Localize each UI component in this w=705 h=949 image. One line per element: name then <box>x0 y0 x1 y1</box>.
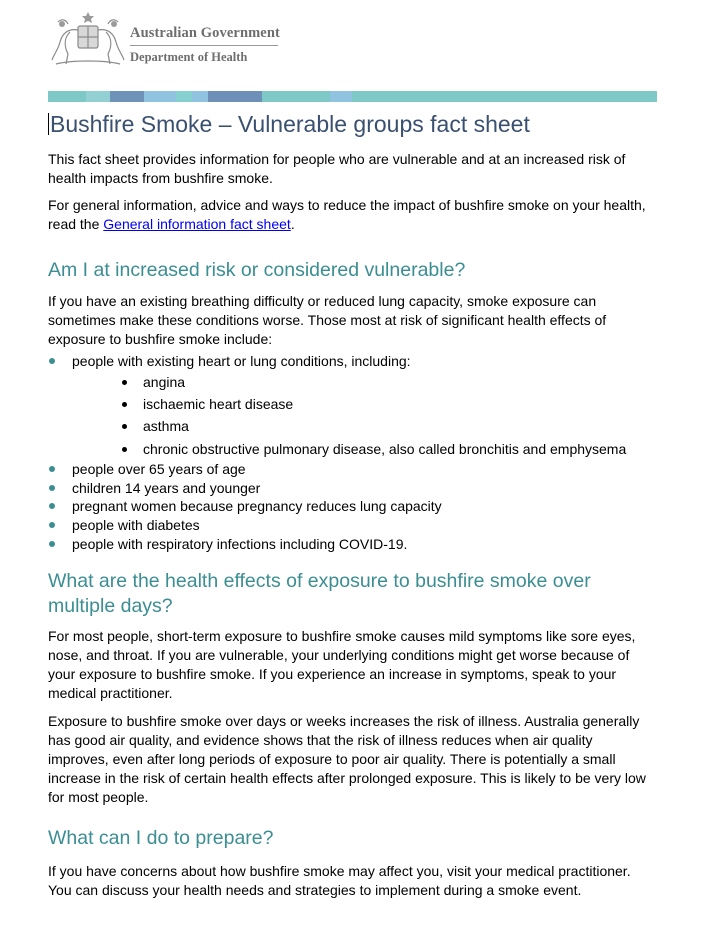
color-bar-segment <box>176 91 192 102</box>
page-title <box>48 111 530 138</box>
section-heading-prepare: What can I do to prepare? <box>48 827 274 849</box>
list-item: people with respiratory infections including COVID-19. <box>48 535 648 554</box>
risk-paragraph: If you have an existing breathing difficulty or reduced lung capacity, smoke exposure can sometimes make these conditions worse. Those most at risk of significant health effects of exposure to bushfire smoke include: <box>48 293 607 347</box>
coat-of-arms-icon <box>48 10 128 68</box>
list-item-text: people with existing heart or lung conditions, including: <box>72 353 411 369</box>
color-bar-segment <box>86 91 110 102</box>
list-item: people with diabetes <box>48 516 648 535</box>
government-name: Australian Government <box>130 25 280 41</box>
department-name: Department of Health <box>130 50 248 64</box>
color-bar-segment <box>330 91 352 102</box>
sub-list-item: chronic obstructive pulmonary disease, also called bronchitis and emphysema <box>72 438 648 460</box>
page-title-text: Bushfire Smoke – Vulnerable groups fact sheet <box>50 111 530 137</box>
vulnerable-groups-list <box>48 352 648 553</box>
decorative-color-bar <box>48 91 657 102</box>
color-bar-segment <box>192 91 208 102</box>
color-bar-segment <box>48 91 86 102</box>
list-item: pregnant women because pregnancy reduces lung capacity <box>48 497 648 516</box>
section-heading-risk: Am I at increased risk or considered vulnerable? <box>48 259 466 281</box>
list-item <box>48 352 648 460</box>
health-effects-paragraph-2: Exposure to bushfire smoke over days or weeks increases the risk of illness. Australia generally has good air quality, and evidence shows that the risk of illness reduces when air quality improves, even after long periods of exposure to poor air quality. There is potentially a small increase in the risk of certain health effects after prolonged exposure. This is likely to be very low for most people. <box>48 713 646 805</box>
intro-paragraph-1: This fact sheet provides information for people who are vulnerable and at an increased risk of health impacts from bushfire smoke. <box>48 151 626 186</box>
color-bar-segment <box>144 91 176 102</box>
section-heading-health-effects: What are the health effects of exposure to bushfire smoke over multiple days? <box>48 570 591 617</box>
conditions-sublist <box>72 371 648 460</box>
color-bar-segment <box>208 91 262 102</box>
color-bar-segment <box>110 91 144 102</box>
sub-list-item: ischaemic heart disease <box>72 393 648 415</box>
intro-paragraph-2-end: . <box>290 216 295 232</box>
color-bar-segment <box>352 91 657 102</box>
sub-list-item: angina <box>72 371 648 393</box>
intro-paragraph-2 <box>48 196 648 234</box>
health-effects-paragraph-1: For most people, short-term exposure to bushfire smoke causes mild symptoms like sore eyes, nose, and throat. If you are vulnerable, your underlying conditions might get worse because of your exposure to bushfire smoke. If you experience an increase in symptoms, speak to your medical practitioner. <box>48 628 636 701</box>
sub-list-item: asthma <box>72 415 648 437</box>
general-information-link[interactable]: General information fact sheet <box>103 216 291 232</box>
list-item: children 14 years and younger <box>48 479 648 498</box>
color-bar-segment <box>262 91 278 102</box>
intro-paragraph-2-text: For general information, advice and ways to reduce the impact of bushfire smoke on your health, read the <box>48 197 646 232</box>
prepare-paragraph: If you have concerns about how bushfire smoke may affect you, visit your medical practitioner. You can discuss your health needs and strategies to implement during a smoke event. <box>48 863 631 898</box>
logo-divider <box>130 45 278 46</box>
government-logo <box>48 10 288 70</box>
list-item: people over 65 years of age <box>48 460 648 479</box>
color-bar-segment <box>278 91 330 102</box>
text-cursor <box>48 113 49 135</box>
